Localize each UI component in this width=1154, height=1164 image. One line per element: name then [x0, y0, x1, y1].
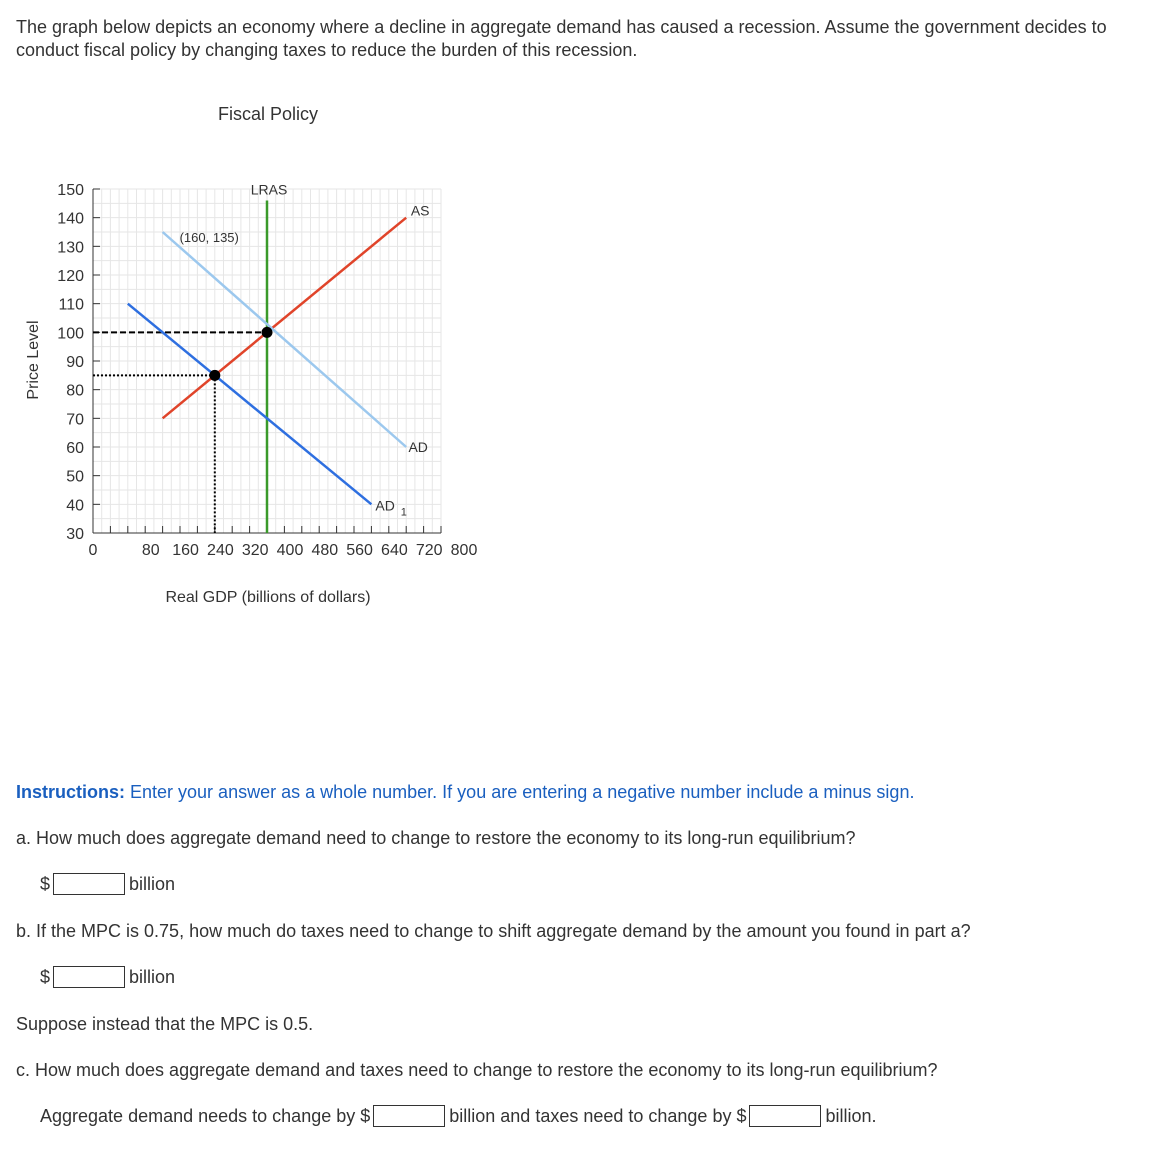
answer-c-row: [40, 1105, 877, 1127]
answer-c-tax-input[interactable]: [749, 1105, 821, 1127]
x-tick-label: 320: [241, 542, 269, 559]
x-tick-label: 80: [141, 542, 160, 559]
intro-text: The graph below depicts an economy where a decline in aggregate demand has caused a recession. Assume the government decides to conduct fiscal policy by changing taxes to reduce the burden of this recession.: [16, 17, 1107, 60]
y-tick-label: 150: [57, 182, 84, 199]
unit-label: billion: [129, 873, 176, 894]
point-annotation: (160, 135): [179, 230, 239, 245]
y-tick-label: 140: [57, 210, 84, 228]
y-tick-label: 90: [66, 354, 84, 371]
billion-period-text: billion.: [825, 1105, 877, 1126]
x-axis-label: Real GDP (billions of dollars): [165, 589, 371, 606]
recession-equilibrium-point: [209, 370, 220, 381]
y-tick-label: 110: [58, 296, 84, 314]
ad-label: AD: [408, 439, 428, 455]
ad1-label-main: AD: [375, 497, 395, 514]
y-tick-label: 120: [57, 268, 84, 285]
y-tick-label: 100: [57, 325, 84, 343]
x-tick-label: 640: [381, 542, 408, 559]
x-tick-label: 800: [450, 542, 478, 559]
ad1-label-sub: 1: [400, 506, 407, 519]
fiscal-policy-chart: [0, 90, 480, 620]
question-a: a. How much does aggregate demand need to change to restore the economy to its long-run equilibrium?: [16, 828, 856, 848]
chart-title: Fiscal Policy: [217, 104, 319, 124]
y-tick-label: 80: [66, 382, 84, 400]
answer-b-input[interactable]: [53, 966, 125, 988]
currency-symbol: $: [40, 966, 51, 987]
question-b: b. If the MPC is 0.75, how much do taxes need to change to shift aggregate demand by the amount you found in part a?: [16, 921, 971, 941]
suppose-text: Suppose instead that the MPC is 0.5.: [16, 1014, 314, 1034]
x-tick-label: 560: [346, 542, 373, 559]
taxes-change-text: billion and taxes need to change by $: [449, 1105, 747, 1126]
unit-label: billion: [129, 966, 176, 987]
question-c: c. How much does aggregate demand and taxes need to change to restore the economy to its long-run equilibrium?: [16, 1060, 938, 1080]
answer-a-input[interactable]: [53, 873, 125, 895]
y-axis-label: Price Level: [25, 320, 42, 400]
series: [128, 200, 406, 533]
y-tick-label: 40: [66, 497, 84, 515]
lras-label: LRAS: [250, 181, 288, 198]
as-label: AS: [410, 202, 430, 219]
x-tick-label: 720: [415, 542, 443, 559]
instructions-text: Enter your answer as a whole number. If you are entering a negative number include a minus sign.: [125, 782, 915, 802]
ad-change-text: Aggregate demand needs to change by $: [40, 1105, 371, 1126]
instructions-label: Instructions:: [16, 782, 126, 802]
x-tick-label: 480: [311, 542, 339, 559]
y-tick-label: 50: [66, 468, 84, 486]
y-tick-label: 30: [66, 526, 84, 543]
x-tick-label: 0: [88, 542, 98, 559]
answer-b-row: [40, 966, 175, 988]
answer-c-ad-input[interactable]: [373, 1105, 445, 1127]
x-tick-label: 160: [172, 542, 199, 559]
x-tick-label: 240: [207, 542, 234, 559]
y-tick-label: 70: [66, 411, 84, 429]
currency-symbol: $: [40, 873, 51, 894]
instructions: [16, 782, 914, 803]
long-run-equilibrium-point: [262, 327, 273, 338]
y-tick-label: 130: [57, 239, 84, 257]
x-tick-label: 400: [276, 542, 304, 559]
y-tick-label: 60: [66, 440, 84, 457]
answer-a-row: [40, 873, 175, 895]
